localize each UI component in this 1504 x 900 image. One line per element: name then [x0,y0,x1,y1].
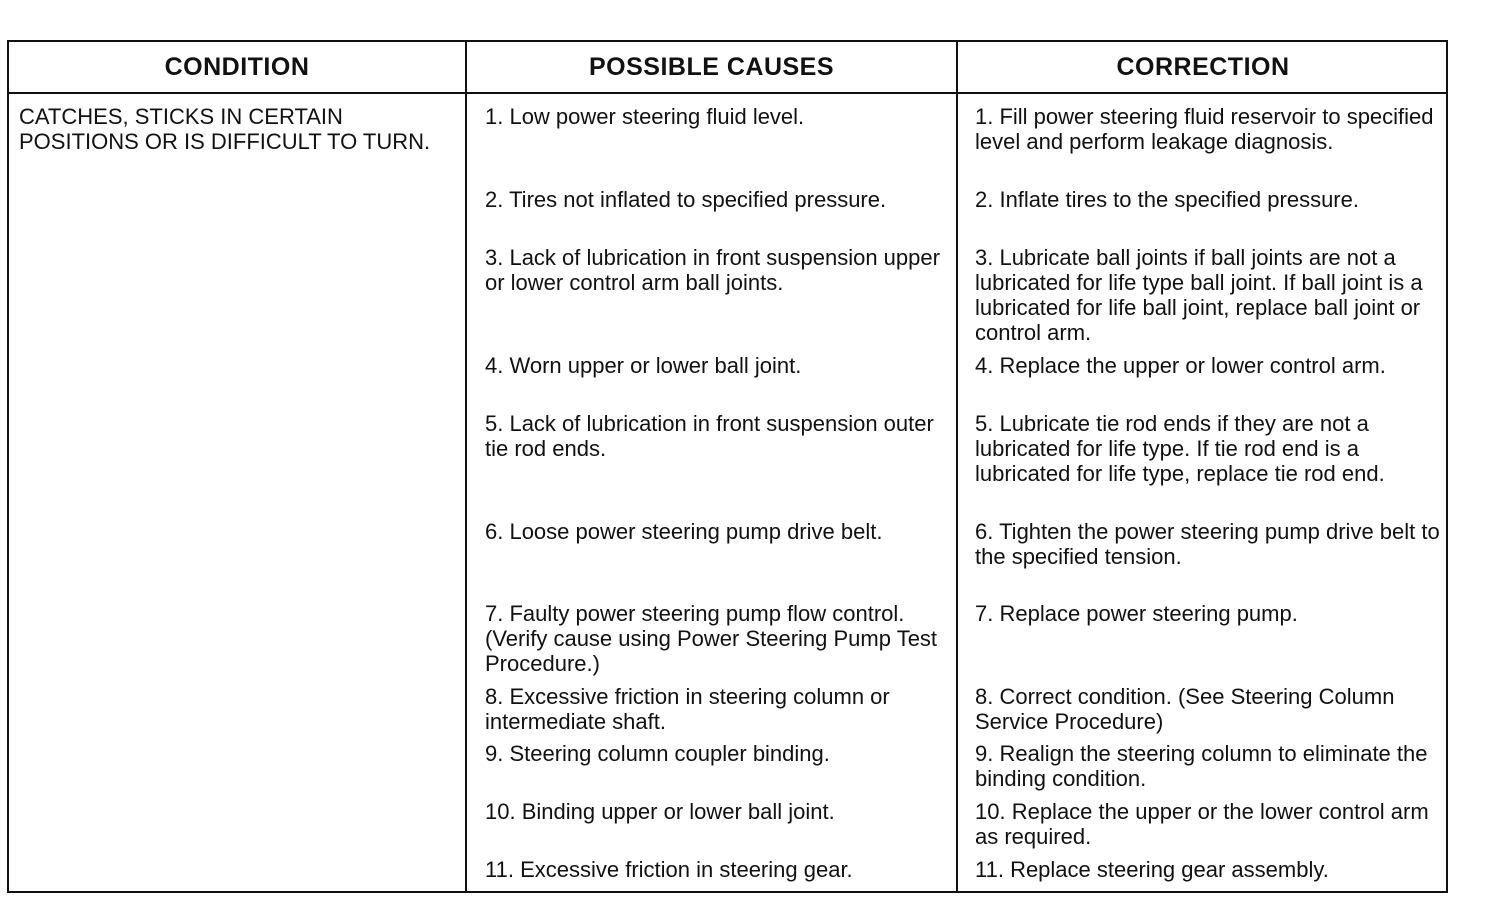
correction-11: 11. Replace steering gear assembly. [975,857,1329,882]
condition-text: CATCHES, STICKS IN CERTAIN POSITIONS OR IS DIFFICULT TO TURN. [19,104,431,154]
correction-4: 4. Replace the upper or lower control arm. [975,353,1386,378]
cause-4: 4. Worn upper or lower ball joint. [485,353,802,378]
cause-7: 7. Faulty power steering pump flow control. (Verify cause using Power Steering Pump Test Procedure.) [485,601,938,676]
correction-8: 8. Correct condition. (See Steering Column Service Procedure) [975,684,1395,734]
correction-5: 5. Lubricate tie rod ends if they are not a lubricated for life type. If tie rod end is a lubricated for life type, replace tie rod end. [975,411,1385,486]
cause-2: 2. Tires not inflated to specified pressure. [485,187,887,212]
correction-6: 6. Tighten the power steering pump drive belt to the specified tension. [975,519,1440,569]
cause-3: 3. Lack of lubrication in front suspension upper or lower control arm ball joints. [485,245,940,295]
cause-10: 10. Binding upper or lower ball joint. [485,799,835,824]
cause-5: 5. Lack of lubrication in front suspension outer tie rod ends. [485,411,934,461]
correction-2: 2. Inflate tires to the specified pressure. [975,187,1359,212]
cause-9: 9. Steering column coupler binding. [485,741,830,766]
column-divider-2 [956,42,958,891]
column-divider-1 [465,42,467,891]
cause-8: 8. Excessive friction in steering column or intermediate shaft. [485,684,890,734]
cause-1: 1. Low power steering fluid level. [485,104,805,129]
header-correction: CORRECTION [1116,52,1290,81]
correction-3: 3. Lubricate ball joints if ball joints are not a lubricated for life type ball joint. If ball joint is a lubricated for life ball joint, replace ball joint or control arm. [975,245,1423,345]
correction-9: 9. Realign the steering column to eliminate the binding condition. [975,741,1428,791]
cause-11: 11. Excessive friction in steering gear. [485,857,853,882]
header-condition: CONDITION [164,52,310,81]
correction-1: 1. Fill power steering fluid reservoir to specified level and perform leakage diagnosis. [975,104,1434,154]
header-divider [9,92,1446,94]
correction-7: 7. Replace power steering pump. [975,601,1298,626]
correction-10: 10. Replace the upper or the lower control arm as required. [975,799,1429,849]
cause-6: 6. Loose power steering pump drive belt. [485,519,883,544]
diagnosis-table [7,40,1448,893]
header-possible-causes: POSSIBLE CAUSES [588,52,835,81]
